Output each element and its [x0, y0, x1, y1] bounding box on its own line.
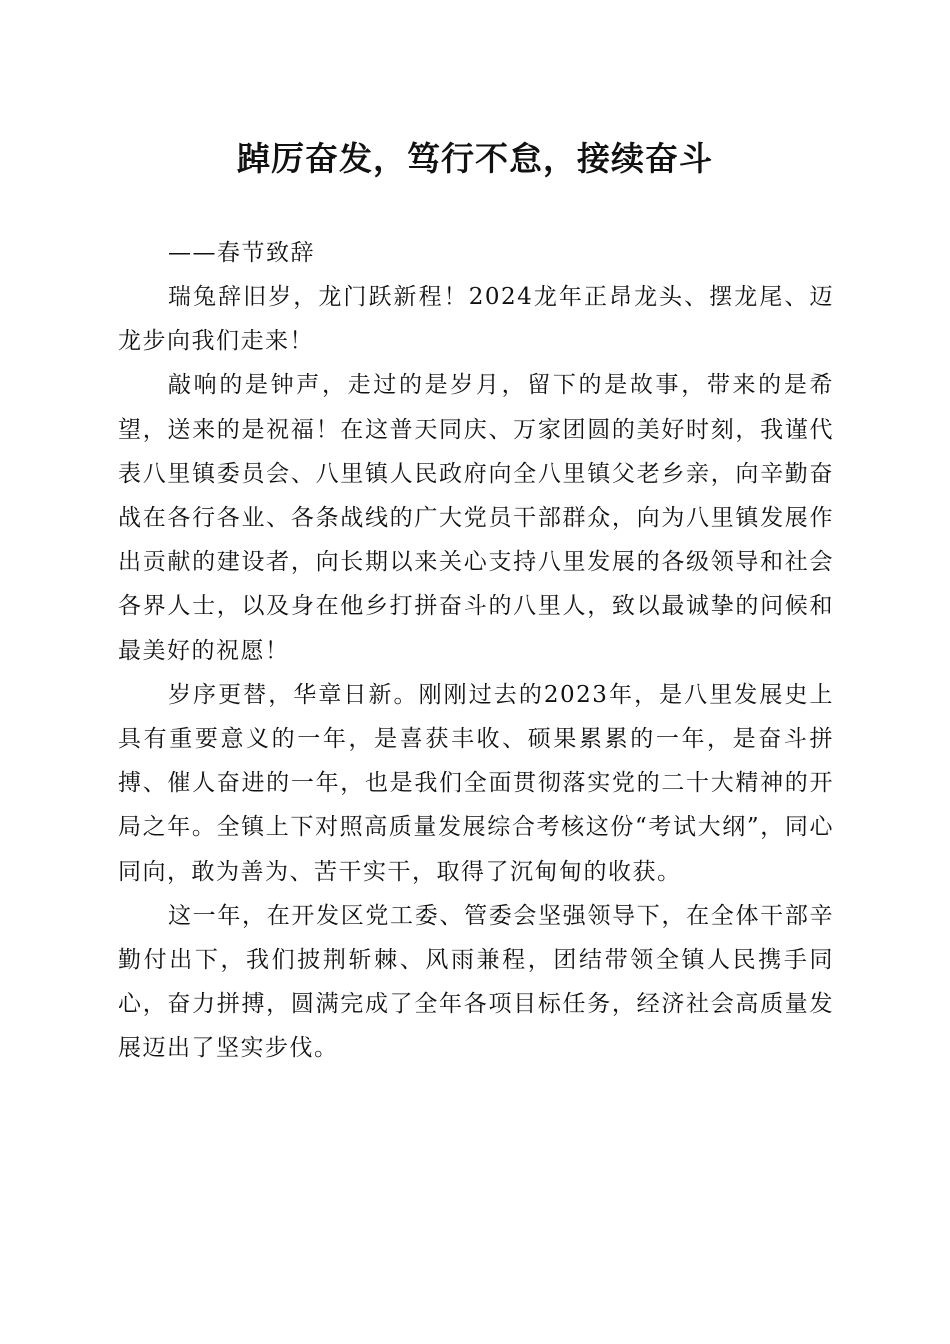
document-title: 踔厉奋发，笃行不怠，接续奋斗: [237, 139, 713, 178]
paragraph-1: 瑞兔辞旧岁，龙门跃新程！2024龙年正昂龙头、摆龙尾、迈龙步向我们走来！: [118, 284, 834, 355]
document-subtitle: ——春节致辞: [168, 240, 315, 266]
paragraph-3: 岁序更替，华章日新。刚刚过去的2023年，是八里发展史上具有重要意义的一年，是喜获丰收、硕果累累的一年，是奋斗拼搏、催人奋进的一年，也是我们全面贯彻落实党的二十大精神的开局之年。全镇上下对照高质量发展综合考核这份“考试大纲”，同心同向，敢为善为、苦干实干，取得了沉甸甸的收获。: [118, 681, 834, 885]
paragraph-2: 敲响的是钟声，走过的是岁月，留下的是故事，带来的是希望，送来的是祝福！在这普天同庆、万家团圆的美好时刻，我谨代表八里镇委员会、八里镇人民政府向全八里镇父老乡亲，向辛勤奋战在各行各业、各条战线的广大党员干部群众，向为八里镇发展作出贡献的建设者，向长期以来关心支持八里发展的各级领导和社会各界人士，以及身在他乡打拼奋斗的八里人，致以最诚挚的问候和最美好的祝愿！: [118, 372, 834, 664]
paragraph-4: 这一年，在开发区党工委、管委会坚强领导下，在全体干部辛勤付出下，我们披荆斩棘、风雨兼程，团结带领全镇人民携手同心，奋力拼搏，圆满完成了全年各项目标任务，经济社会高质量发展迈出了坚实步伐。: [118, 902, 834, 1062]
document-body: [118, 231, 834, 1071]
